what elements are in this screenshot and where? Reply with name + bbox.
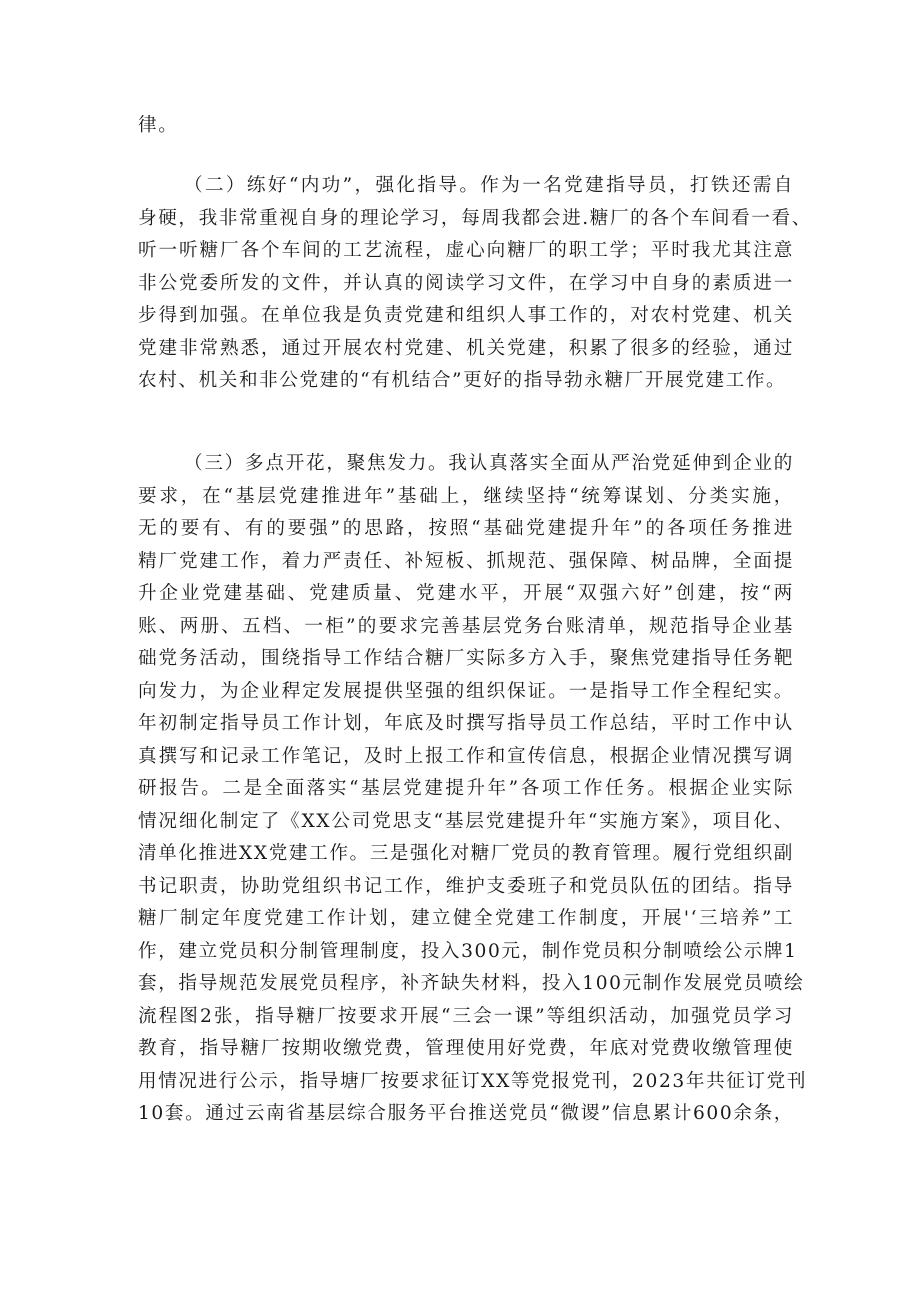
- paragraph-strengthen-guidance: [138, 170, 812, 398]
- text-line: （三）多点开花，聚焦发力。我认真落实全面从严治党延伸到企业的: [184, 453, 794, 474]
- text-line: 听一听糖厂各个车间的工艺流程，虚心向糖厂的职工学；平时我尤其注意: [138, 240, 794, 261]
- paragraph-continuation: [138, 110, 794, 143]
- text-line: 用情况进行公示，指导塘厂按要求征订XX等党报党刊，2023年共征订党刊: [138, 1070, 808, 1092]
- text-line: 升企业党建基础、党建质量、党建水平，开展“双强六好”创建，按“两: [138, 583, 794, 604]
- text-line: 流程图2张，指导糖厂按要求开展“三会一课”等组织活动，加强党员学习: [138, 1005, 794, 1027]
- text-line: 情况细化制定了《XX公司党思支“基层党建提升年“实施方案》，项目化、: [138, 810, 794, 832]
- text-line: 党建非常熟悉，通过开展农村党建、机关党建，积累了很多的经验，通过: [138, 337, 794, 359]
- text-line: 研报告。二是全面落实“基层党建提升年”各项工作任务。根据企业实际: [138, 778, 794, 799]
- paragraph-focus-efforts: [138, 448, 808, 1131]
- text-line: 教育，指导糖厂按期收缴党费，管理使用好党费，年底对党费收缴管理使: [138, 1038, 794, 1059]
- text-line: 账、两册、五档、一柜”的要求完善基层党务台账清单，规范指导企业基: [138, 615, 794, 637]
- text-line: 10套。通过云南省基层综合服务平台推送党员“微谡”信息累计600余条，: [138, 1103, 794, 1124]
- text-line: 非公党委所发的文件，并认真的阅读学习文件，在学习中自身的素质进一: [138, 272, 794, 294]
- text-line: 作，建立党员积分制管理制度，投入300元，制作党员积分制喷绘公示牌1: [138, 940, 798, 962]
- text-line: 书记职责，协助党组织书记工作，维护支委班子和党员队伍的团结。指导: [138, 875, 794, 897]
- text-line: 糖厂制定年度党建工作计划，建立健全党建工作制度，开展'‘三培养”工: [138, 908, 794, 929]
- text-line: 要求，在“基层党建推进年”基础上，继续坚持“统筹谋划、分类实施，: [138, 485, 794, 507]
- text-line: 础党务活动，围绕指导工作结合糖厂实际多方入手，聚焦党建指导任务靶: [138, 648, 794, 669]
- text-line: 无的要有、有的要强”的思路，按照“基础党建提升年”的各项任务推进: [138, 518, 794, 539]
- text-line: 律。: [138, 115, 179, 136]
- text-line: 身硬，我非常重视自身的理论学习，每周我都会进.糖厂的各个车间看一看、: [138, 207, 812, 229]
- text-line: 步得到加强。在单位我是负责党建和组织人事工作的，对农村党建、机关: [138, 305, 794, 326]
- text-line: 年初制定指导员工作计划，年底及时撰写指导员工作总结，平时工作中认: [138, 713, 794, 734]
- text-line: 农村、机关和非公党建的“有机结合”更好的指导勃永糖厂开展党建工作。: [138, 370, 787, 391]
- text-line: 精厂党建工作，着力严责任、补短板、抓规范、强保障、树品牌，全面提: [138, 550, 794, 572]
- text-line: 套，指导规范发展党员程序，补齐缺失材料，投入100元制作发展党员喷绘: [138, 973, 805, 994]
- text-line: （二）练好“内功”，强化指导。作为一名党建指导员，打铁还需自: [184, 175, 794, 196]
- text-line: 向发力，为企业稈定发展提供坚强的组织保证。一是指导工作全程纪实。: [138, 680, 794, 702]
- text-line: 清单化推进XX党建工作。三是强化对糖厂党员的教育管理。履行党组织副: [138, 843, 794, 864]
- text-line: 真撰写和记录工作笔记，及时上报工作和宣传信息，根据企业情况撰写调: [138, 745, 794, 767]
